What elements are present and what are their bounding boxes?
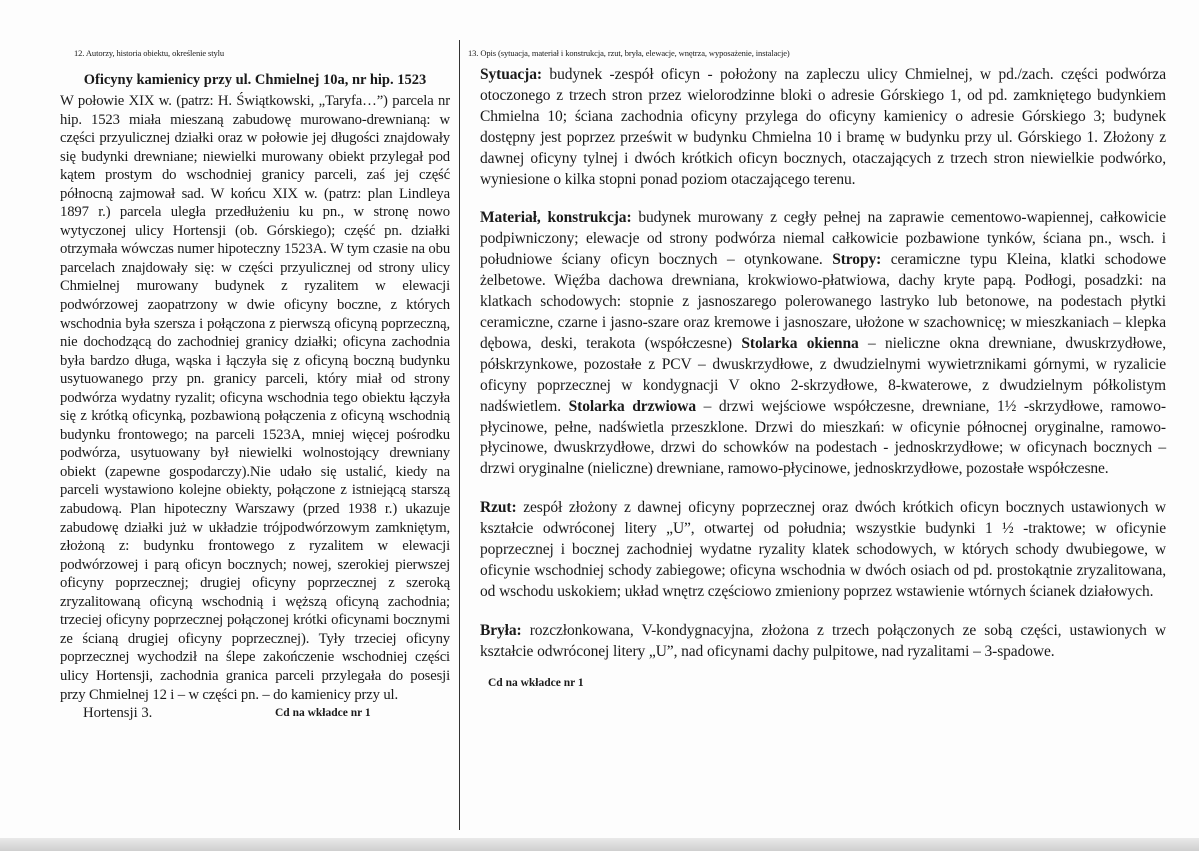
rzut-text: zespół złożony z dawnej oficyny poprzecznej oraz dwóch krótkich oficyn bocznych ustawionych w kształcie odwróconej litery „U”, otwartej od południa; wszystkie budynki 1 ½ -traktowe; w oficynie poprzecznej i bocznej zachodniej wydatne ryzality klatek schodowych, w których schody dwubiegowe, w oficynie wschodniej schody zabiegowe; oficyna wschodnia w dwóch osiach od pd. prostokątnie zryzalitowana, od wschodu uskokiem; układ wnętrz częściowo zmieniony poprzez wstawienie wtórnych ścianek działowych.	[480, 499, 1166, 600]
section-header-13: 13. Opis (sytuacja, materiał i konstrukcja, rzut, bryła, elewacje, wnętrza, wyposażenie, instalacje)	[468, 48, 790, 58]
material-label: Materiał, konstrukcja:	[480, 209, 632, 227]
sytuacja-paragraph	[480, 65, 1166, 190]
bryla-paragraph	[480, 621, 1166, 663]
bryla-label: Bryła:	[480, 621, 522, 639]
material-paragraph	[480, 208, 1166, 480]
material-text: budynek murowany z cegły pełnej na zaprawie cementowo-wapiennej, całkowicie podpiwniczony; elewacje od strony podwórza niemal całkowicie pozbawione tynków, ściana pn., wsch. i południowe ściany oficyn bocznych – otynkowane.	[480, 209, 1166, 269]
scan-edge	[0, 838, 1199, 851]
stolarka-okienna-label: Stolarka okienna	[741, 334, 859, 352]
rzut-paragraph	[480, 498, 1166, 603]
sytuacja-text: budynek -zespół oficyn - położony na zapleczu ulicy Chmielnej, w pd./zach. części podwórza otoczonego z trzech stron przez wielorodzinne bloki o adresie Górskiego 1, od pd. zamkniętego budynkiem Chmielna 10; ściana zachodnia oficyny przylega do oficyny kamienicy o adresie Górskiego 3; budynek dostępny jest poprzez prześwit w budynku Chmielna 10 i bramę w budynku przy ul. Górskiego 1. Złożony z dawnej oficyny tylnej i dwóch krótkich oficyn bocznych, otaczających z trzech stron niewielkie podwórko, wyniesione o kilka stopni ponad poziom otaczającego terenu.	[480, 66, 1166, 188]
left-footer	[60, 704, 450, 722]
left-column	[60, 48, 450, 722]
section-header-12: 12. Autorzy, historia obiektu, określenie stylu	[74, 48, 225, 58]
bryla-text: rozczłonkowana, V-kondygnacyjna, złożona z trzech połączonych ze sobą części, ustawionych w kształcie odwróconej litery „U”, nad oficynami dachy pulpitowe, nad ryzalitami – 3-spadowe.	[480, 621, 1166, 660]
stropy-text: ceramiczne typu Kleina, klatki schodowe żelbetowe. Więźba dachowa drewniana, krokwiowo-płatwiowa, dachy kryte papą. Podłogi, posadzki: na klatkach schodowych: stopnie z jasnoszarego polerowanego lastryko lub betonowe, na podestach płytki ceramiczne, czarne i jasno-szare oraz kremowe i jasnoszare, ułożone w szachownicę; w mieszkaniach – klepka dębowa, deski, terakota (współczesne)	[480, 251, 1166, 352]
continuation-note-right: Cd na wkładce nr 1	[488, 676, 584, 689]
right-column	[466, 48, 1166, 689]
column-divider	[459, 40, 460, 830]
document-title: Oficyny kamienicy przy ul. Chmielnej 10a, nr hip. 1523	[83, 72, 427, 88]
history-paragraph-tail: Hortensji 3.	[83, 705, 153, 722]
rzut-label: Rzut:	[480, 499, 517, 517]
stolarka-drzwiowa-text: – drzwi wejściowe współczesne, drewniane, 1½ -skrzydłowe, ramowo-płycinowe, pełne, nadświetla przeszklone. Drzwi do mieszkań: w oficynie północnej oryginalne, ramowo-płycinowe, dwuskrzydłowe, drzwi do schowków na podestach - jednoskrzydłowe; w oficynach bocznych – drzwi oryginalne (nieliczne) drewniane, ramowo-płycinowe, jednoskrzydłowe, pozostałe współczesne.	[480, 397, 1166, 478]
sytuacja-label: Sytuacja:	[480, 66, 542, 83]
stolarka-okienna-text: – nieliczne okna drewniane, dwuskrzydłowe, półskrzynkowe, pozostałe z PCV – dwuskrzydłowe, z dwudzielnymi wywietrznikami górnymi, w ryzalicie oficyny poprzecznej w kondygnacji V okno 2-skrzydłowe, 8-kwaterowe, z dwudzielnym półkolistym nadświetlem.	[480, 334, 1166, 415]
history-paragraph: W połowie XIX w. (patrz: H. Świątkowski, „Taryfa…”) parcela nr hip. 1523 miała mieszaną zabudowę murowano-drewnianą: w części przyulicznej działki oraz w połowie jej długości znajdowały się budynki drewniane; niewielki murowany obiekt przylegał pod kątem prostym do wschodniej granicy parceli, zaś jej część północną zajmował sad. W końcu XIX w. (patrz: plan Lindleya 1897 r.) parcela uległa przedłużeniu ku pn., w stronę nowo wytyczonej ulicy Hortensji (ob. Górskiego); część pn. działki otrzymała wówczas numer hipoteczny 1523A. W tym czasie na obu parcelach znajdowały się: w części przyulicznej od strony ulicy Chmielnej murowany budynek z ryzalitem w elewacji podwórzowej zaopatrzony w dwie oficyny boczne, z których wschodnia była szersza i połączona z pierwszą oficyną poprzeczną, nie dochodzącą do zachodniej granicy działki; oficyna zachodnia była bardzo długa, wąska i łączyła się z oficyną boczną budynku usytuowanego przy pn. granicy parceli, który miał od strony podwórza wydatny ryzalit; oficyna wschodnia tego obiektu łączyła się z krótką oficynką, pozbawioną połączenia z oficyną wschodnią budynku frontowego; na parceli 1523A, mniej więcej pośrodku podwórza, usytuowany był niewielki wolnostojący drewniany obiekt (zapewne gospodarczy).Nie udało się ustalić, kiedy na parceli wystawiono kolejne obiekty, połączone z istniejącą starszą zabudową. Plan hipoteczny Warszawy (przed 1938 r.) ukazuje zabudowę działki już w układzie trójpodwórzowym zamkniętym, złożoną z: budynku frontowego z ryzalitem w elewacji podwórzowej i parą oficyn bocznych; nowej, szerokiej pierwszej oficyny poprzecznej; drugiej oficyny poprzecznej z szeroką zryzalitowaną oficyną wschodnią i węższą oficyną zachodnia; trzeciej oficyny poprzecznej połączonej krótki oficynami bocznymi ze ścianą drugiej oficyny poprzecznej). Tyły trzeciej oficyny poprzecznej wychodził na ślepe zakończenie wschodniej części ulicy Hortensji, zachodnia granica parceli przylegała do posesji przy Chmielnej 12 i – w części pn. – do kamienicy przy ul.	[60, 93, 451, 703]
stolarka-drzwiowa-label: Stolarka drzwiowa	[568, 397, 697, 415]
stropy-label: Stropy:	[832, 251, 882, 269]
continuation-note-left: Cd na wkładce nr 1	[275, 707, 371, 720]
